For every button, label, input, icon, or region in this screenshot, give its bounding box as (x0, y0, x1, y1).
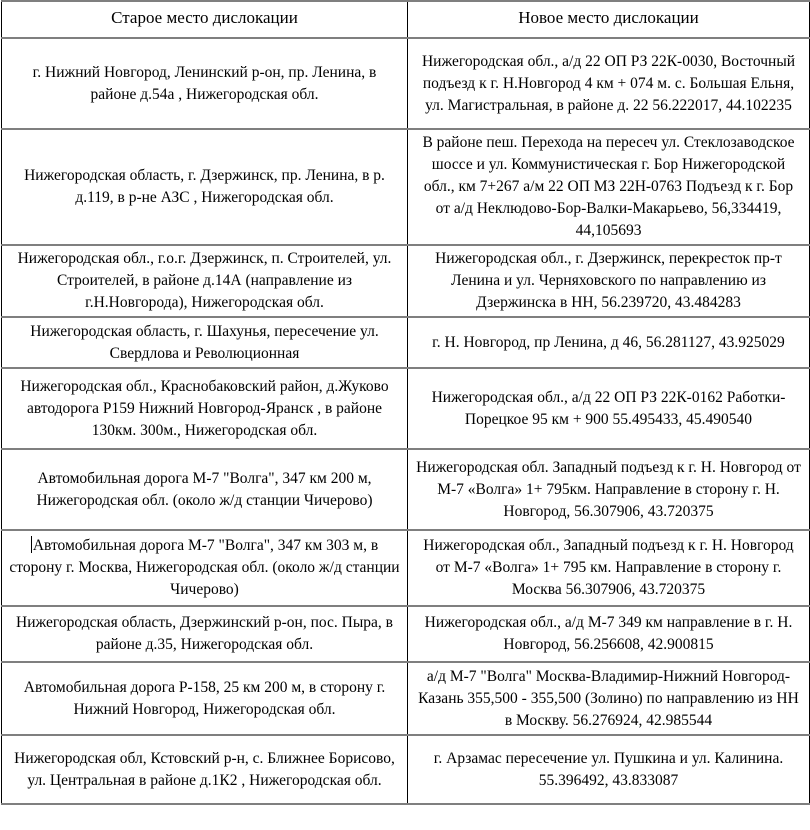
new-location-cell[interactable] (408, 735, 810, 804)
old-location-cell[interactable] (2, 38, 408, 129)
cell-text: Нижегородская область, Дзержинский р-он, пос. Пыра, в районе д.35, Нижегородская обл. (16, 614, 393, 653)
header-new-location[interactable] (408, 1, 810, 38)
cell-text: В районе пеш. Перехода на пересеч ул. Стеклозаводское шоссе и ул. Коммунистическая г. Бор Нижегородской обл., км 7+267 а/м 22 ОП МЗ 22Н-0763 Подъезд к г. Бор от а/д Неклюдово-Бор-Валки-Макарьево, 56,334419, 44,105693 (422, 134, 795, 239)
old-location-cell[interactable] (2, 662, 408, 735)
old-location-cell[interactable] (2, 368, 408, 449)
old-location-cell[interactable] (2, 606, 408, 662)
cell-text: Нижегородская обл. Западный подъезд к г. Н. Новгород от М-7 «Волга» 1+ 795км. Направление в сторону г. Н. Новгород, 56.307906, 43.720375 (416, 458, 801, 520)
new-location-cell[interactable] (408, 245, 810, 317)
old-location-cell[interactable] (2, 735, 408, 804)
relocation-table (1, 0, 810, 805)
cell-text: Нижегородская обл., г.о.г. Дзержинск, п. Строителей, ул. Строителей, в районе д.14А (направление из г.Н.Новгорода), Нижегородская обл. (17, 250, 392, 311)
header-row (2, 1, 810, 38)
cell-text: Нижегородская обл., а/д 22 ОП РЗ 22К-0162 Работки-Порецкое 95 км + 900 55.495433, 45.490540 (431, 388, 786, 428)
table-row (2, 606, 810, 662)
table-row (2, 449, 810, 530)
new-location-cell[interactable] (408, 662, 810, 735)
new-location-cell[interactable] (408, 38, 810, 129)
cell-text: г. Нижний Новгород, Ленинский р-он, пр. Ленина, в районе д.54а , Нижегородская обл. (32, 63, 377, 103)
cell-text: Нижегородская область, г. Дзержинск, пр. Ленина, в р. д.119, в р-не АЗС , Нижегородская обл. (24, 167, 385, 206)
new-location-cell[interactable] (408, 530, 810, 606)
new-location-cell[interactable] (408, 368, 810, 449)
text-cursor (31, 536, 32, 553)
table-row (2, 368, 810, 449)
old-location-cell[interactable] (2, 129, 408, 245)
old-location-cell[interactable] (2, 317, 408, 368)
new-location-cell[interactable] (408, 449, 810, 530)
cell-text: Нижегородская обл., Западный подъезд к г. Н. Новгород от М-7 «Волга» 1+ 795 км. Направление в сторону г. Москва 56.307906, 43.720375 (423, 537, 794, 598)
cell-text: г. Н. Новгород, пр Ленина, д 46, 56.281127, 43.925029 (432, 333, 785, 351)
cell-text: Нижегородская обл, Кстовский р-н, с. Ближнее Борисово, ул. Центральная в районе д.1К2 , Нижегородская обл. (14, 749, 395, 789)
table-row (2, 530, 810, 606)
header-new-label: Новое место дислокации (518, 8, 699, 27)
cell-text: г. Арзамас пересечение ул. Пушкина и ул. Калинина. 55.396492, 43.833087 (433, 749, 784, 789)
old-location-cell[interactable] (2, 245, 408, 317)
header-old-location[interactable] (2, 1, 408, 38)
table-row (2, 38, 810, 129)
cell-text: Нижегородская область, г. Шахунья, пересечение ул. Свердлова и Революционная (30, 322, 379, 362)
table-row (2, 245, 810, 317)
cell-text: Нижегородская обл., г. Дзержинск, перекресток пр-т Ленина и ул. Черняховского по направлению из Дзержинска в НН, 56.239720, 43.484283 (435, 250, 782, 311)
table-row (2, 735, 810, 804)
old-location-cell[interactable] (2, 530, 408, 606)
new-location-cell[interactable] (408, 317, 810, 368)
new-location-cell[interactable] (408, 129, 810, 245)
table-row (2, 662, 810, 735)
header-old-label: Старое место дислокации (111, 8, 298, 27)
cell-text: а/д М-7 "Волга" Москва-Владимир-Нижний Новгород-Казань 355,500 - 355,500 (Золино) по направлению из НН в Москву. 56.276924, 42.985544 (418, 667, 799, 729)
cell-text: Автомобильная дорога М-7 "Волга", 347 км 200 м, Нижегородская обл. (около ж/д станции Чичерово) (36, 469, 373, 509)
table-row (2, 317, 810, 368)
old-location-cell[interactable] (2, 449, 408, 530)
cell-text: Нижегородская обл., Краснобаковский район, д.Жуково автодорога Р159 Нижний Новгород-Яранск , в районе 130км. 300м., Нижегородская обл. (20, 377, 389, 439)
table-row (2, 129, 810, 245)
cell-text: Автомобильная дорога М-7 "Волга", 347 км 303 м, в сторону г. Москва, Нижегородская обл. (около ж/д станции Чичерово) (9, 537, 400, 598)
cell-text: Нижегородская обл., а/д 22 ОП РЗ 22К-0030, Восточный подъезд к г. Н.Новгород 4 км + 074 м. с. Большая Ельня, ул. Магистральная, в районе д. 22 56.222017, 44.102235 (421, 52, 796, 114)
cell-text: Автомобильная дорога Р-158, 25 км 200 м, в сторону г. Нижний Новгород, Нижегородская обл. (23, 678, 386, 718)
new-location-cell[interactable] (408, 606, 810, 662)
cell-text: Нижегородская обл., а/д М-7 349 км направление в г. Н. Новгород, 56.256608, 42.900815 (424, 614, 793, 653)
